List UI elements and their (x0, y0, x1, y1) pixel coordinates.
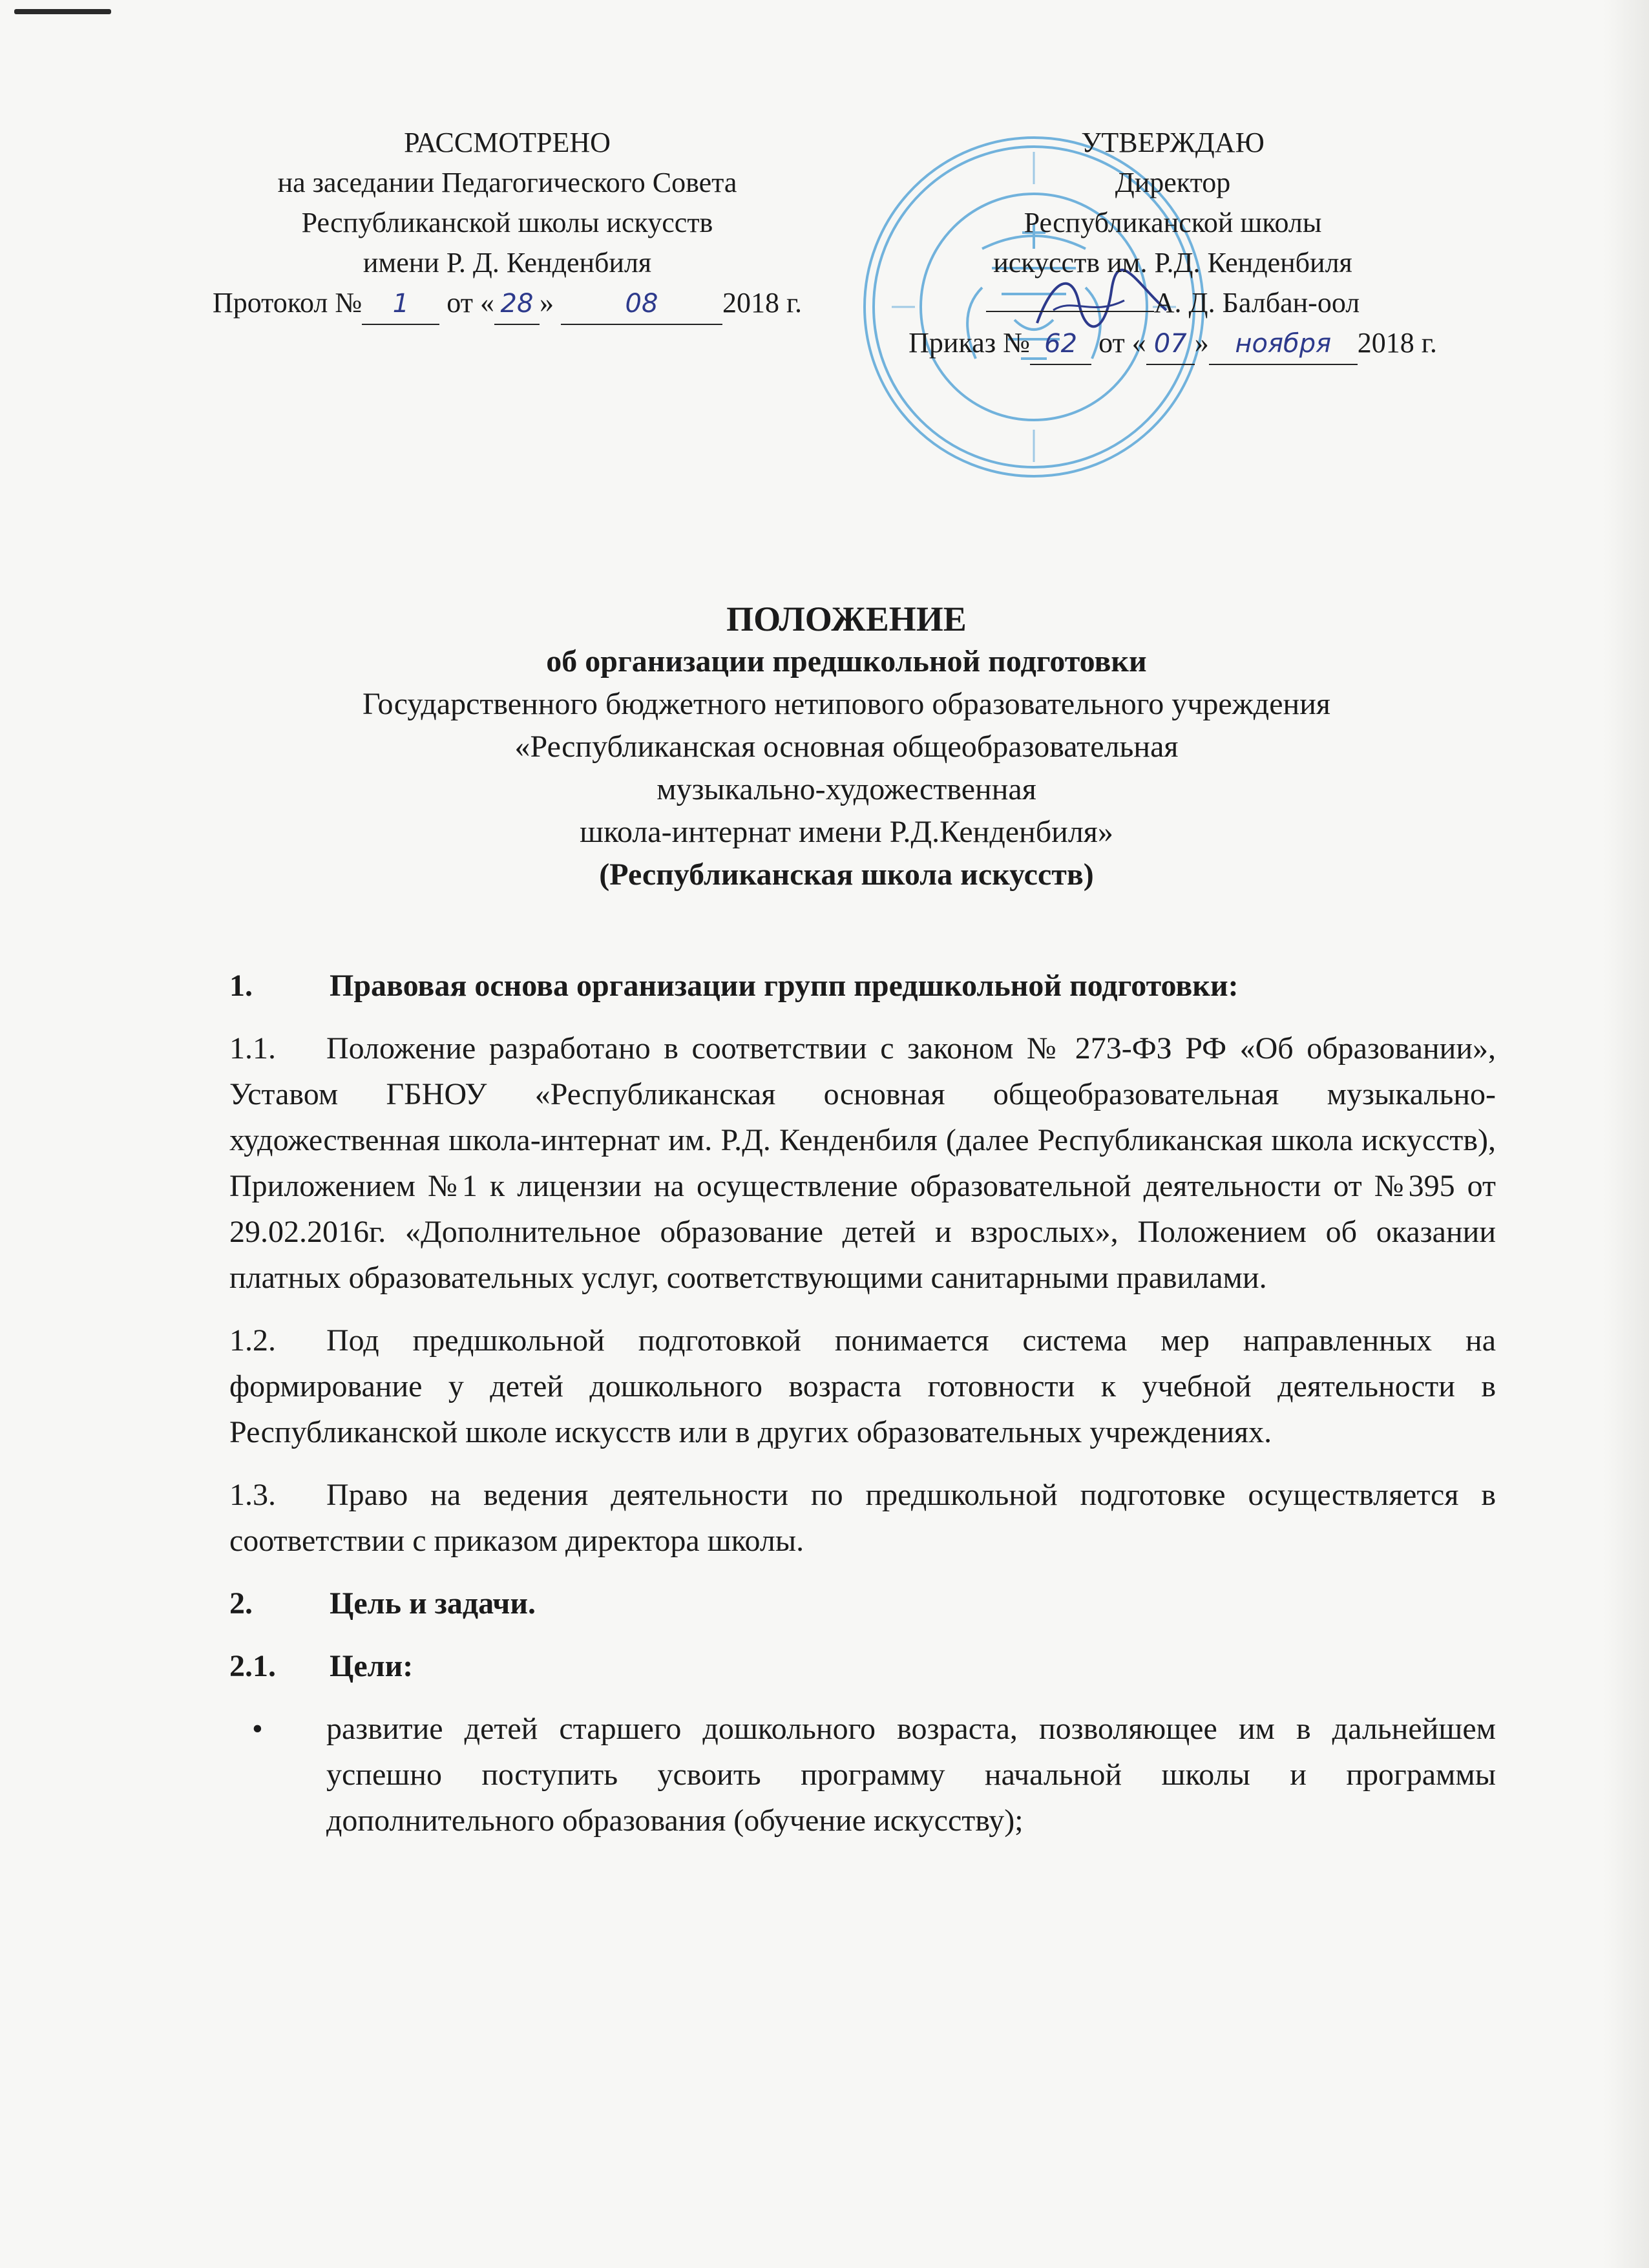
paragraph-text: Положение разработано в соответствии с законом № 273-ФЗ РФ «Об образовании», Уставом ГБНОУ «Республиканская основная общеобразовательная музыкально-художественная школа-интернат им. Р.Д. Кенденбиля (далее Республиканская школа искусств), Приложением №1 к лицензии на осуществление образовательной деятельности от №395 от 29.02.2016г. «Дополнительное образование детей и взрослых», Положением об оказании платных образовательных услуг, соответствующими санитарными правилами. (229, 1031, 1496, 1295)
approved-line: искусств им. Р.Д. Кенденбиля (993, 247, 1352, 278)
document-title: ПОЛОЖЕНИЕ (726, 600, 967, 638)
protocol-year: 2018 г. (722, 287, 803, 319)
protocol-line (181, 283, 834, 325)
considered-heading: РАССМОТРЕНО (404, 127, 611, 158)
section-heading (229, 963, 1496, 1009)
considered-line: имени Р. Д. Кенденбиля (362, 247, 652, 278)
paragraph (229, 1318, 1496, 1455)
document-body (229, 963, 1496, 1843)
section-title: Правовая основа организации групп предшкольной подготовки: (330, 969, 1239, 1003)
section-number: 1. (229, 969, 253, 1003)
list-item-text: развитие детей старшего дошкольного возраста, позволяющее им в дальнейшем успешно поступить усвоить программу начальной школы и программы дополнительного образования (обучение искусству); (326, 1712, 1496, 1838)
institution-line: музыкально-художественная (656, 772, 1036, 806)
signature-line (843, 283, 1502, 323)
order-number: 62 (1044, 329, 1078, 359)
paragraph (229, 1025, 1496, 1301)
order-prefix: Приказ № (909, 327, 1031, 359)
order-line (843, 323, 1502, 365)
document-title-block (194, 598, 1499, 896)
bullet-icon: • (252, 1712, 263, 1746)
protocol-close-quote: » (539, 287, 554, 319)
signatory-name: А. Д. Балбан-оол (1153, 287, 1360, 319)
approved-heading: УТВЕРЖДАЮ (1081, 127, 1265, 158)
section-title: Цель и задачи. (330, 1586, 536, 1621)
scan-corner-mark (14, 9, 111, 14)
approval-considered-block (181, 123, 834, 325)
paragraph-text: Право на ведения деятельности по предшкольной подготовке осуществляется в соответствии с приказом директора школы. (229, 1478, 1496, 1558)
approved-line: Директор (1115, 167, 1231, 198)
subsection-heading (229, 1643, 1496, 1689)
protocol-month: 08 (625, 289, 658, 319)
considered-line: Республиканской школы искусств (301, 207, 713, 238)
institution-line: Государственного бюджетного нетипового образовательного учреждения (362, 687, 1330, 721)
subsection-number: 2.1. (229, 1649, 276, 1683)
institution-line: школа-интернат имени Р.Д.Кенденбиля» (580, 815, 1113, 849)
order-month: ноября (1235, 329, 1332, 359)
paragraph (229, 1472, 1496, 1564)
list-item (229, 1706, 1496, 1843)
paragraph-number: 1.1. (229, 1031, 276, 1066)
paragraph-text: Под предшкольной подготовкой понимается система мер направленных на формирование у детей дошкольного возраста готовности к учебной деятельности в Республиканской школе искусств или в других образовательных учреждениях. (229, 1323, 1496, 1449)
order-close-quote: » (1194, 327, 1209, 359)
institution-short-name: (Республиканская школа искусств) (599, 857, 1094, 892)
order-from: от « (1098, 327, 1146, 359)
protocol-number: 1 (392, 289, 410, 319)
section-heading (229, 1580, 1496, 1626)
protocol-prefix: Протокол № (212, 287, 362, 319)
protocol-from: от « (446, 287, 494, 319)
order-day: 07 (1153, 329, 1187, 359)
protocol-day: 28 (500, 289, 534, 319)
order-year: 2018 г. (1357, 327, 1437, 359)
approved-line: Республиканской школы (1024, 207, 1322, 238)
scan-edge-shadow (1604, 0, 1649, 2268)
approval-approved-block (843, 123, 1502, 365)
subsection-title: Цели: (330, 1649, 414, 1683)
institution-line: «Республиканская основная общеобразовательная (514, 730, 1179, 764)
section-number: 2. (229, 1586, 253, 1621)
paragraph-number: 1.3. (229, 1478, 276, 1512)
considered-line: на заседании Педагогического Совета (277, 167, 737, 198)
paragraph-number: 1.2. (229, 1323, 276, 1358)
document-subtitle: об организации предшкольной подготовки (546, 644, 1147, 678)
